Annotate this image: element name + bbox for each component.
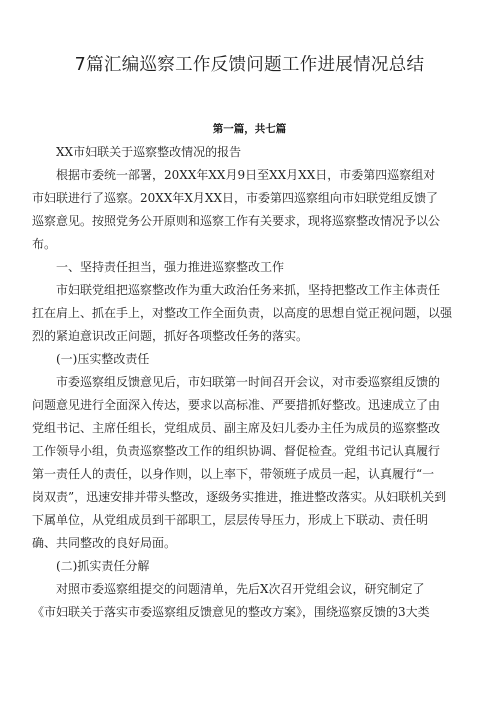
paragraph-line: 根据市委统一部署，20XX年XX月9日至XX月XX日，市委第四巡察组对	[56, 168, 436, 182]
paragraph-line: 市委巡察组反馈意见后，市妇联第一时间召开会议，对市委巡察组反馈的	[56, 375, 441, 389]
paragraph-3	[32, 578, 467, 624]
section-label: 第一篇，共七篇	[212, 123, 287, 135]
intro-paragraph	[32, 164, 467, 256]
paragraph-line: 工作领导小组，负责巡察整改工作的组织协调、督促检查。党组书记认真履行	[32, 444, 441, 458]
paragraph-line: 烈的紧迫意识改正问题，抓好各项整改任务的落实。	[32, 329, 309, 343]
section-heading-1: 一、坚持责任担当，强力推进巡察整改工作	[56, 260, 285, 274]
paragraph-line: 岗双责”，迅速安排并带头整改，逐级务实推进，推进整改落实。从妇联机关到	[32, 490, 447, 504]
paragraph-1	[32, 279, 467, 348]
paragraph-line: 对照市委巡察组提交的问题清单，先后X次召开党组会议，研究制定了	[56, 582, 425, 596]
paragraph-line: 市妇联进行了巡察。20XX年X月XX日，市委第四巡察组向市妇联党组反馈了	[32, 191, 438, 205]
paragraph-line: 确、共同整改的良好局面。	[32, 536, 177, 550]
paragraph-line: 第一责任人的责任，以身作则，以上率下，带领班子成员一起，认真履行“一	[32, 467, 435, 481]
document-title: 7篇汇编巡察工作反馈问题工作进展情况总结	[74, 55, 425, 75]
paragraph-line: 《市妇联关于落实市委巡察组反馈意见的整改方案》，围绕巡察反馈的3大类	[32, 605, 430, 619]
paragraph-2	[32, 371, 467, 555]
subheading-2: (二)抓实责任分解	[56, 559, 150, 573]
paragraph-line: 市妇联党组把巡察整改作为重大政治任务来抓，坚持把整改工作主体责任	[56, 283, 441, 297]
paragraph-line: 下属单位，从党组成员到干部职工，层层传导压力，形成上下联动、责任明	[32, 513, 429, 527]
paragraph-line: 布。	[32, 237, 57, 251]
paragraph-line: 问题意见进行全面深入传达，要求以高标准、严要措抓好整改。迅速成立了由	[32, 398, 441, 412]
paragraph-line: 党组书记、主席任组长，党组成员、副主席及妇儿委办主任为成员的巡察整改	[32, 421, 441, 435]
report-title: XX市妇联关于巡察整改情况的报告	[56, 145, 242, 159]
document-body	[32, 141, 467, 624]
paragraph-line: 巡察意见。按照党务公开原则和巡察工作有关要求，现将巡察整改情况予以公	[32, 214, 441, 228]
subheading-1: (一)压实整改责任	[56, 352, 150, 366]
paragraph-line: 扛在肩上、抓在手上，对整改工作全面负责，以高度的思想自觉正视问题，以强	[32, 306, 453, 320]
